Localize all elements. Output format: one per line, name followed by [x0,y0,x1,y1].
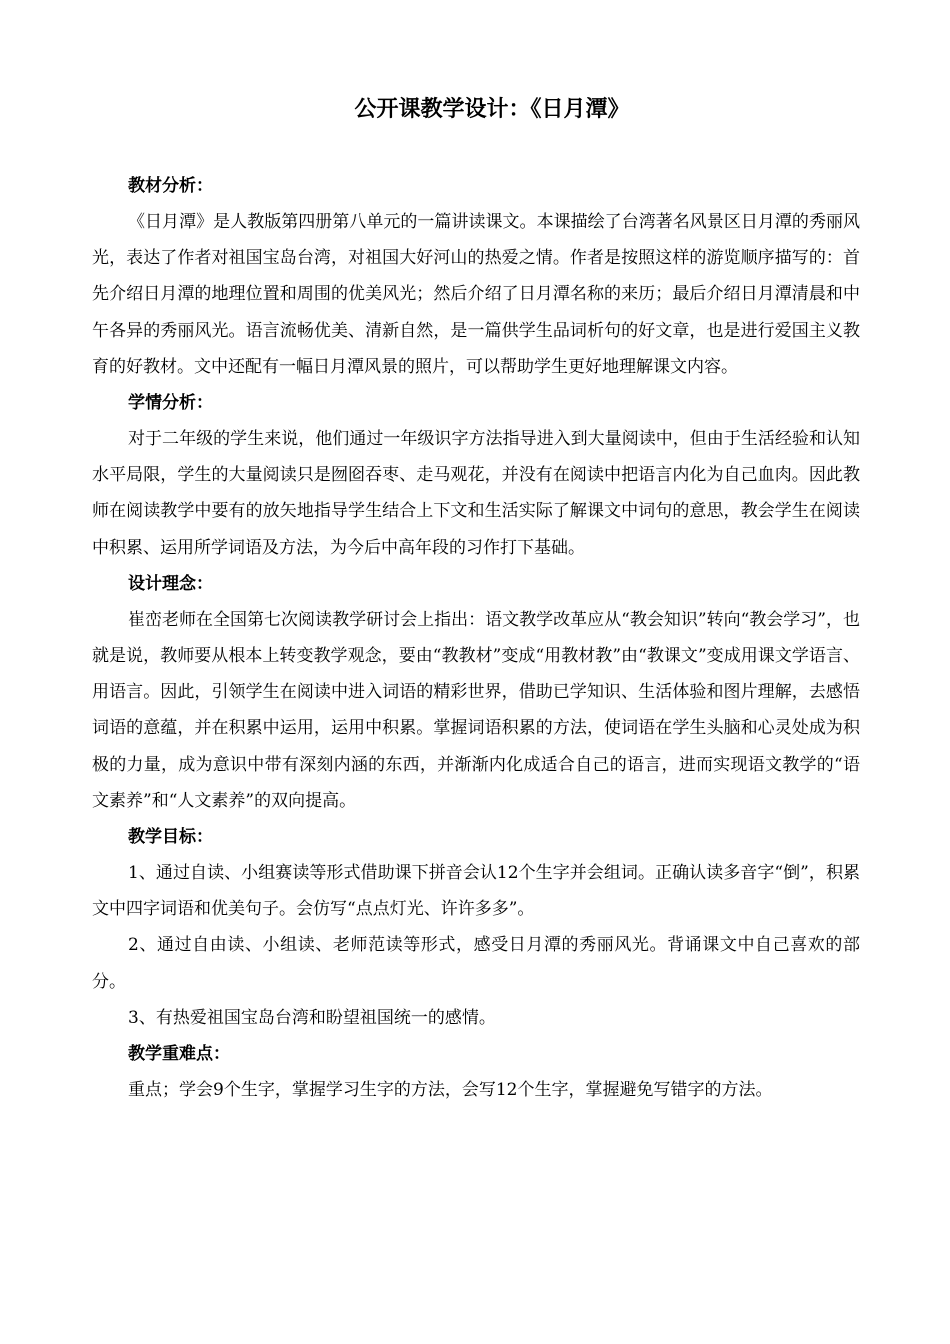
section-heading: 教学目标： [128,827,213,848]
section-teaching-objectives [92,819,860,1036]
section-paragraph: 《日月潭》是人教版第四册第八单元的一篇讲读课文。本课描绘了台湾著名风景区日月潭的秀丽风光，表达了作者对祖国宝岛台湾，对祖国大好河山的热爱之情。作者是按照这样的游览顺序描写的：首先介绍日月潭的地理位置和周围的优美风光；然后介绍了日月潭名称的来历；最后介绍日月潭清晨和中午各异的秀丽风光。语言流畅优美、清新自然，是一篇供学生品词析句的好文章，也是进行爱国主义教育的好教材。文中还配有一幅日月潭风景的照片，可以帮助学生更好地理解课文内容。 [92,212,860,377]
section-paragraph: 对于二年级的学生来说，他们通过一年级识字方法指导进入到大量阅读中，但由于生活经验和认知水平局限，学生的大量阅读只是囫囵吞枣、走马观花，并没有在阅读中把语言内化为自己血肉。因此教师在阅读教学中要有的放矢地指导学生结合上下文和生活实际了解课文中词句的意思，教会学生在阅读中积累、运用所学词语及方法，为今后中高年段的习作打下基础。 [92,429,860,558]
document-body [92,168,860,1108]
section-heading: 设计理念： [128,573,213,594]
section-textbook-analysis [92,168,860,385]
section-paragraph: 崔峦老师在全国第七次阅读教学研讨会上指出：语文教学改革应从“教会知识”转向“教会学习”，也就是说，教师要从根本上转变教学观念，要由“教教材”变成“用教材教”由“教课文”变成用课文学语言、用语言。因此，引领学生在阅读中进入词语的精彩世界，借助已学知识、生活体验和图片理解，去感悟词语的意蕴，并在积累中运用，运用中积累。掌握词语积累的方法，使词语在学生头脑和心灵处成为积极的力量，成为意识中带有深刻内涵的东西，并渐渐内化成适合自己的语言，进而实现语文教学的“语文素养”和“人文素养”的双向提高。 [92,609,860,811]
section-heading: 教学重难点： [128,1044,230,1065]
section-student-analysis [92,385,860,566]
section-heading: 教材分析： [128,176,213,196]
section-paragraph: 重点；学会9个生字，掌握学习生字的方法，会写12个生字，掌握避免写错字的方法。 [128,1080,773,1101]
objective-item: 2、通过自由读、小组读、老师范读等形式，感受日月潭的秀丽风光。背诵课文中自己喜欢的部分。 [92,935,860,992]
section-heading: 学情分析： [128,393,213,414]
objective-item: 1、通过自读、小组赛读等形式借助课下拼音会认12个生字并会组词。正确认读多音字“倒”，积累文中四字词语和优美句子。会仿写“点点灯光、许许多多”。 [92,863,860,920]
objective-item: 3、有热爱祖国宝岛台湾和盼望祖国统一的感情。 [128,1007,496,1028]
section-design-concept [92,566,860,819]
section-key-points [92,1036,860,1108]
document-title: 公开课教学设计：《日月潭》 [354,97,630,122]
